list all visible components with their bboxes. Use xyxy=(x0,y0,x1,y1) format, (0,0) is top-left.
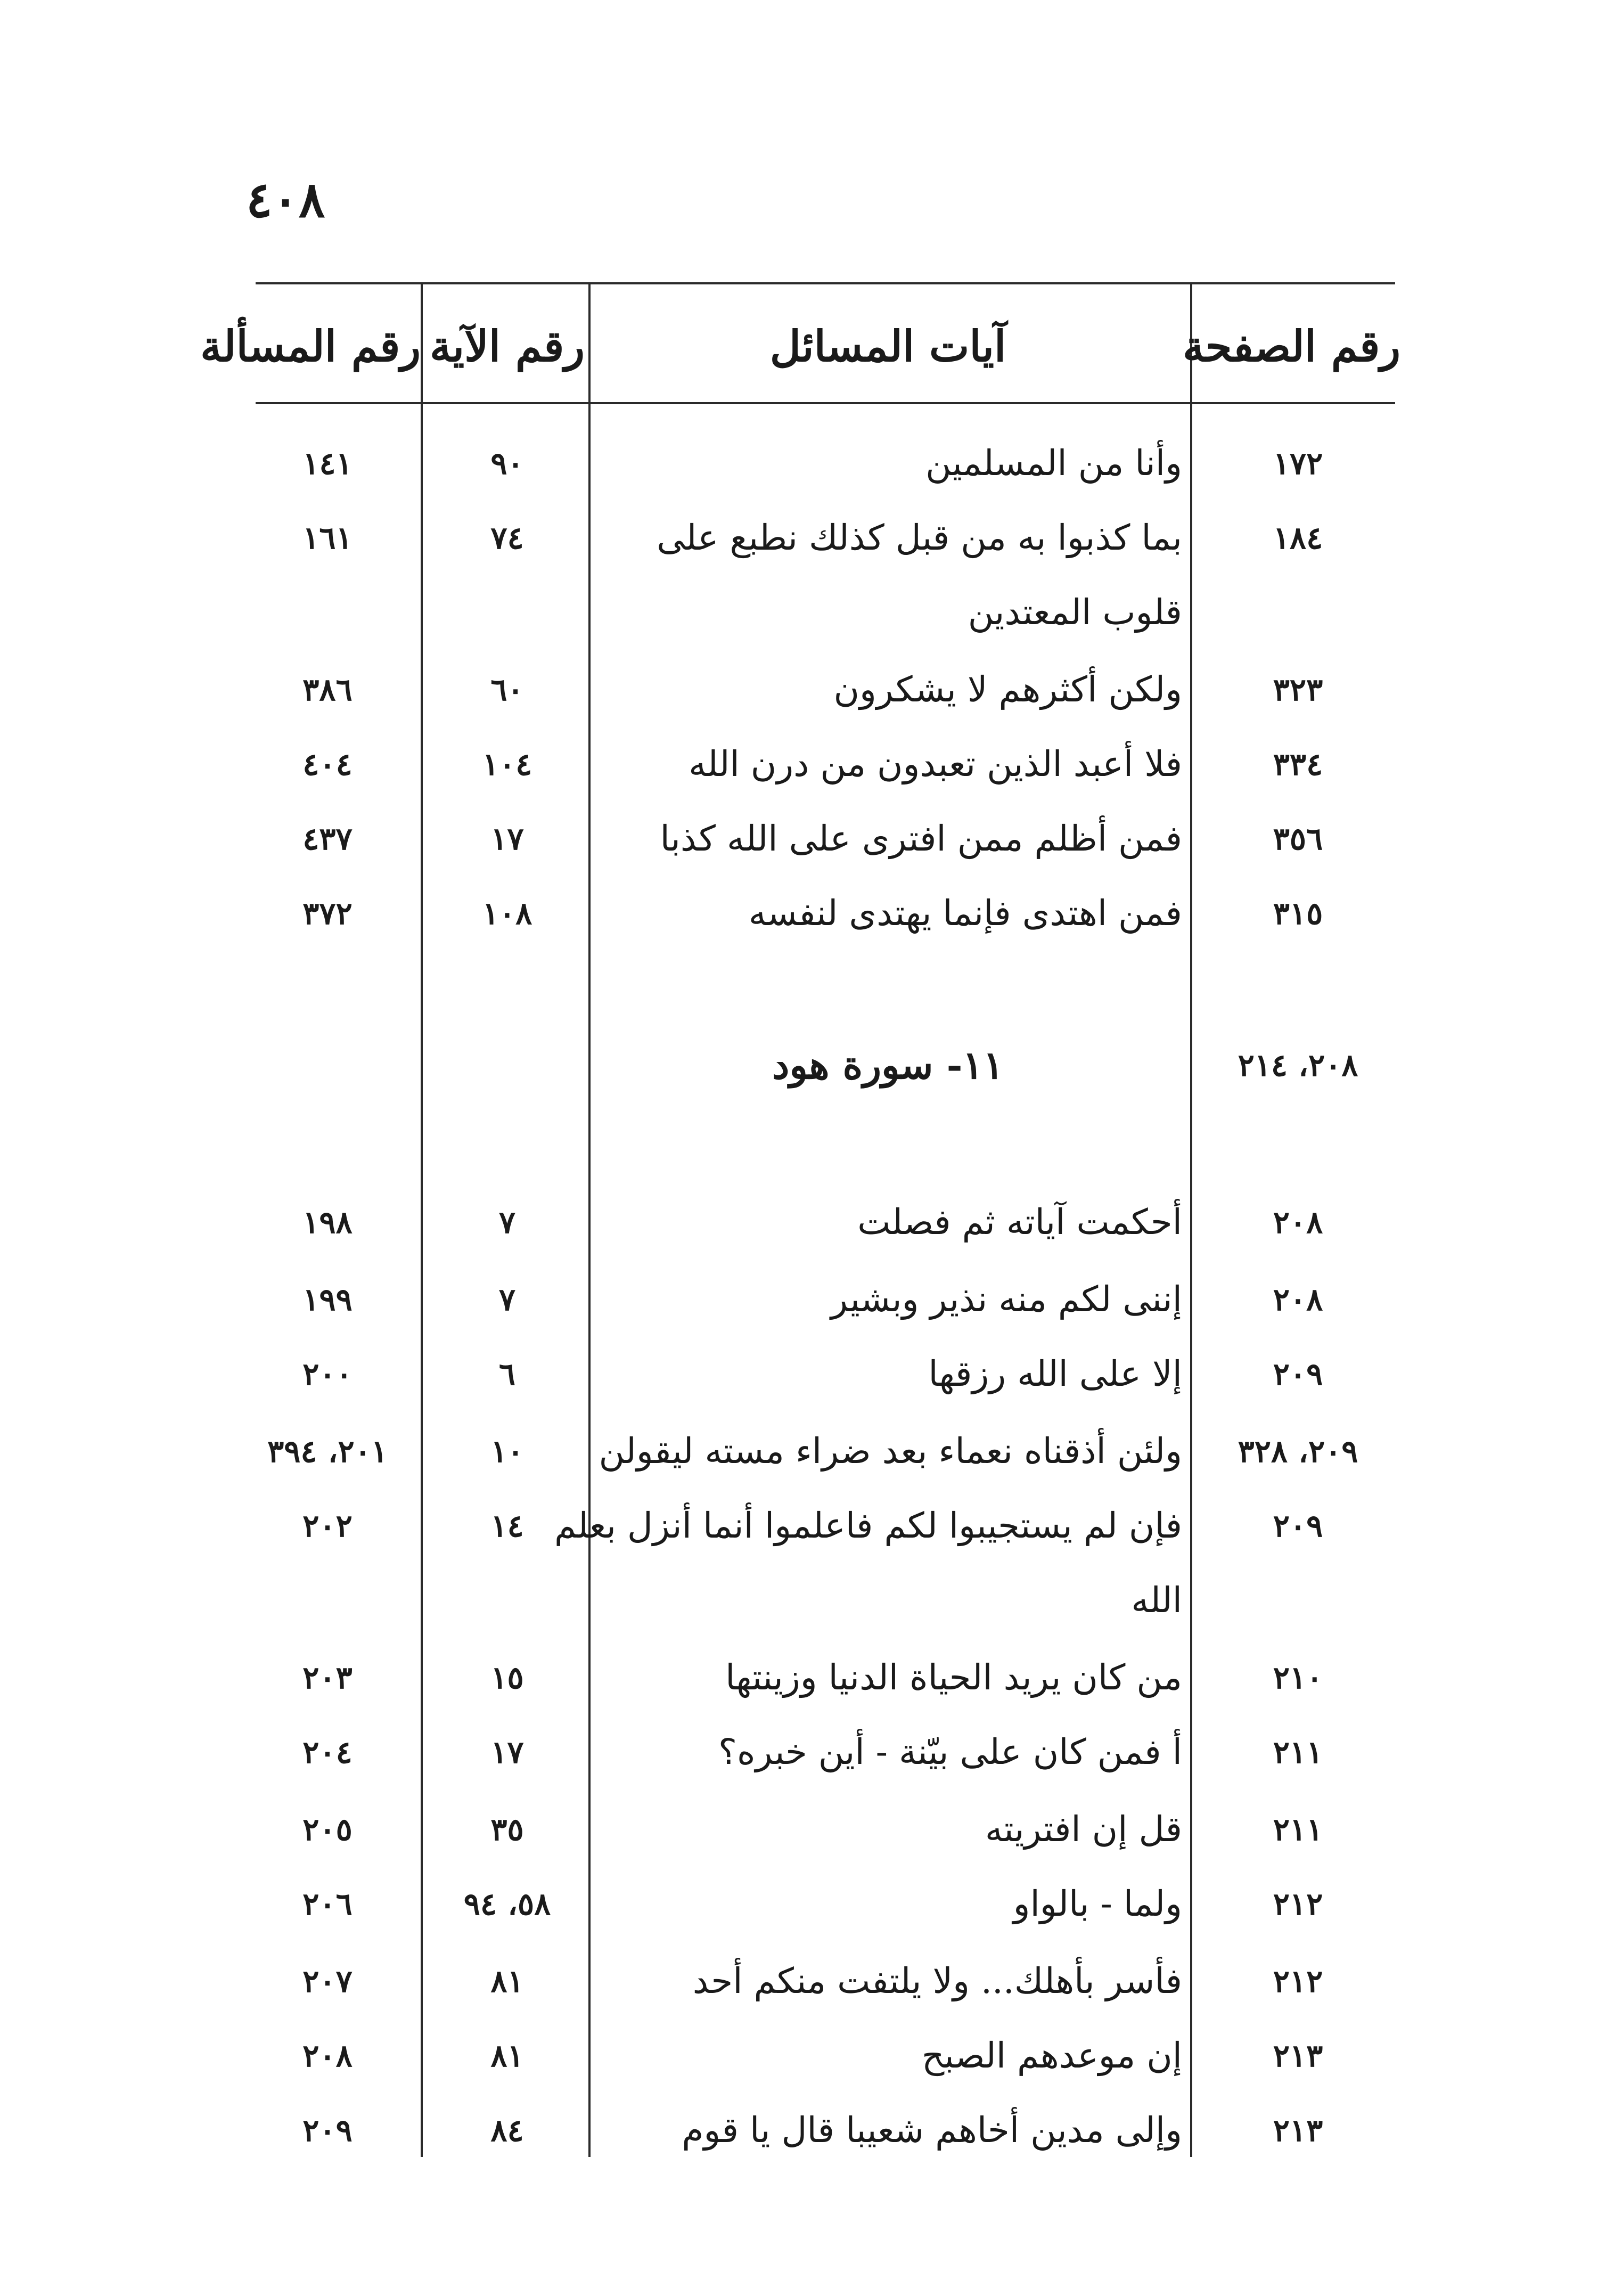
page-cell: ٢١٣ xyxy=(1273,2038,1323,2074)
verse-cell: فمن اهتدى فإنما يهتدى لنفسه xyxy=(748,893,1182,934)
masala-cell: ٤٠٤ xyxy=(302,746,353,782)
page-cell: ٢٠٩، ٣٢٨ xyxy=(1238,1433,1358,1469)
ayah-cell: ١٧ xyxy=(490,1734,524,1770)
page-cell: ١٧٢ xyxy=(1273,445,1323,481)
page-number: ٤٠٨ xyxy=(246,171,325,228)
verse-cell: فأسر بأهلك... ولا يلتفت منكم أحد xyxy=(692,1960,1182,2001)
masala-cell: ٢٠٨ xyxy=(302,2038,353,2074)
masala-cell: ٢٠٥ xyxy=(302,1811,353,1848)
verse-cell: قلوب المعتدين xyxy=(968,592,1182,633)
column-divider xyxy=(1190,282,1192,2157)
ayah-cell: ٧ xyxy=(498,1281,516,1318)
masala-cell: ٢٠٩ xyxy=(302,2112,353,2148)
verse-cell: فمن أظلم ممن افترى على الله كذبا xyxy=(660,818,1182,859)
header-page-number: رقم الصفحة xyxy=(1183,321,1400,371)
verse-cell: ولما - بالواو xyxy=(1013,1883,1182,1924)
ayah-cell xyxy=(426,1028,588,1102)
verse-cell: بما كذبوا به من قبل كذلك نطبع على xyxy=(657,517,1182,558)
ayah-cell: ١٧ xyxy=(490,821,524,857)
masala-cell: ٢٠٢ xyxy=(302,1508,353,1544)
verse-cell: إن موعدهم الصبح xyxy=(921,2035,1182,2076)
ayah-cell: ١٠٤ xyxy=(482,746,532,782)
verse-cell: وإلى مدين أخاهم شعيبا قال يا قوم xyxy=(682,2110,1182,2151)
verse-cell: من كان يريد الحياة الدنيا وزينتها xyxy=(725,1657,1182,1698)
masala-cell xyxy=(234,1028,421,1102)
header-bottom-rule xyxy=(256,402,1395,404)
page-cell: ٢٠٩ xyxy=(1273,1508,1323,1544)
ayah-cell: ١٠ xyxy=(490,1433,524,1469)
page-cell xyxy=(1195,575,1400,650)
ayah-cell: ٣٥ xyxy=(490,1811,524,1848)
page-cell: ٢١٢ xyxy=(1273,1886,1323,1922)
ayah-cell xyxy=(426,1563,588,1638)
ayah-cell: ٥٨، ٩٤ xyxy=(463,1886,551,1922)
verse-cell: أ فمن كان على بيّنة - أين خبره؟ xyxy=(718,1731,1182,1772)
page-cell: ٢١١ xyxy=(1273,1811,1323,1848)
page-cell: ٣٣٤ xyxy=(1273,746,1323,782)
masala-cell xyxy=(234,1563,421,1638)
page-cell: ٢٠٨، ٢١٤ xyxy=(1238,1047,1358,1083)
verse-cell: قل إن افتريته xyxy=(985,1809,1182,1850)
ayah-cell: ١٠٨ xyxy=(482,895,532,932)
page-cell: ٣٥٦ xyxy=(1273,821,1323,857)
masala-cell: ١٤١ xyxy=(302,445,353,481)
masala-cell: ٣٧٢ xyxy=(302,895,353,932)
column-divider xyxy=(588,282,591,2157)
ayah-cell xyxy=(426,575,588,650)
masala-cell: ٢٠٠ xyxy=(302,1356,353,1392)
masala-cell: ٣٨٦ xyxy=(302,672,353,708)
verse-cell: إننى لكم منه نذير وبشير xyxy=(831,1279,1182,1320)
ayah-cell: ٧٤ xyxy=(490,520,524,556)
page-cell: ٢١٠ xyxy=(1273,1660,1323,1696)
page-cell: ٢١٢ xyxy=(1273,1963,1323,1999)
ayah-cell: ٦٠ xyxy=(490,672,524,708)
masala-cell: ١٩٩ xyxy=(302,1281,353,1318)
page-cell xyxy=(1195,1563,1400,1638)
ayah-cell: ٨١ xyxy=(490,1963,524,1999)
table-top-rule xyxy=(256,282,1395,284)
page-cell: ٢١٣ xyxy=(1273,2112,1323,2148)
ayah-cell: ٨١ xyxy=(490,2038,524,2074)
verse-cell: الله xyxy=(1131,1580,1182,1621)
page-cell: ٢٠٨ xyxy=(1273,1281,1323,1318)
verse-cell: أحكمت آياته ثم فصلت xyxy=(857,1202,1182,1243)
page-cell: ١٨٤ xyxy=(1273,520,1323,556)
verse-cell: ولئن أذقناه نعماء بعد ضراء مسته ليقولن xyxy=(599,1431,1182,1472)
masala-cell: ٢٠١، ٣٩٤ xyxy=(267,1433,388,1469)
header-ayah-number: رقم الآية xyxy=(430,321,585,371)
masala-cell: ٢٠٧ xyxy=(302,1963,353,1999)
header-verses: آيات المسائل xyxy=(769,321,1006,371)
page-cell: ٢١١ xyxy=(1273,1734,1323,1770)
ayah-cell: ٦ xyxy=(498,1356,516,1392)
page-cell: ٢٠٨ xyxy=(1273,1204,1323,1240)
header-masala-number: رقم المسألة xyxy=(200,321,421,371)
page-cell: ٣٢٣ xyxy=(1273,672,1323,708)
ayah-cell: ٨٤ xyxy=(490,2112,524,2148)
ayah-cell: ٧ xyxy=(498,1204,516,1240)
verse-cell: فلا أعبد الذين تعبدون من درن الله xyxy=(689,743,1182,785)
verse-cell: وأنا من المسلمين xyxy=(925,443,1182,484)
verse-cell: ولكن أكثرهم لا يشكرون xyxy=(833,669,1182,710)
masala-cell xyxy=(234,575,421,650)
column-divider xyxy=(421,282,423,2157)
masala-cell: ١٦١ xyxy=(302,520,353,556)
page-cell: ٢٠٩ xyxy=(1273,1356,1323,1392)
surah-title: ١١- سورة هود xyxy=(772,1042,1004,1088)
masala-cell: ٢٠٣ xyxy=(302,1660,353,1696)
verse-cell: إلا على الله رزقها xyxy=(928,1353,1182,1394)
ayah-cell: ٩٠ xyxy=(490,445,524,481)
ayah-cell: ١٥ xyxy=(490,1660,524,1696)
page-cell: ٣١٥ xyxy=(1273,895,1323,932)
masala-cell: ١٩٨ xyxy=(302,1204,353,1240)
masala-cell: ٢٠٦ xyxy=(302,1886,353,1922)
ayah-cell: ١٤ xyxy=(490,1508,524,1544)
masala-cell: ٢٠٤ xyxy=(302,1734,353,1770)
verse-cell: فإن لم يستجيبوا لكم فاعلموا أنما أنزل بعلم xyxy=(554,1505,1182,1546)
masala-cell: ٤٣٧ xyxy=(302,821,353,857)
